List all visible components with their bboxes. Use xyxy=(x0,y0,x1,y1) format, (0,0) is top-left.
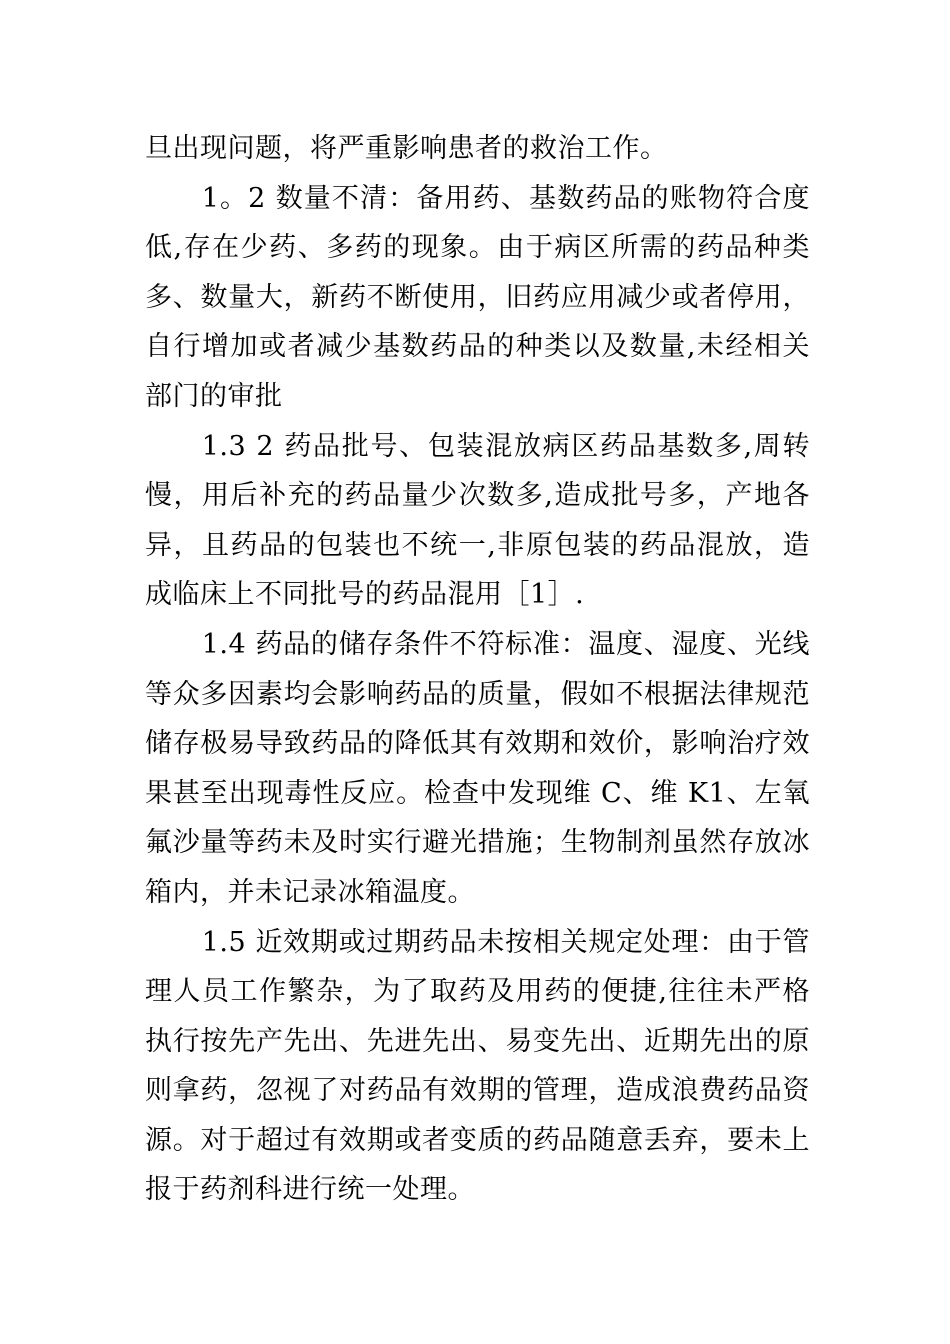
paragraph-continuation: 旦出现问题，将严重影响患者的救治工作。 xyxy=(145,133,668,164)
paragraph-batch-mixed: 1.3 2 药品批号、包装混放病区药品基数多,周转慢，用后补充的药品量少次数多,造成批号多，产地各异，且药品的包装也不统一,非原包装的药品混放，造成临床上不同批号的药品混用［1］. xyxy=(145,430,810,611)
paragraph-storage-conditions: 1.4 药品的储存条件不符标准：温度、湿度、光线等众多因素均会影响药品的质量，假如不根据法律规范储存极易导致药品的降低其有效期和效价，影响治疗效果甚至出现毒性反应。检查中发现维 C、维 K1、左氧氟沙量等药未及时实行避光措施；生物制剂虽然存放冰箱内，并未记录冰箱温度。 xyxy=(145,628,810,908)
paragraph-expired-drugs: 1.5 近效期或过期药品未按相关规定处理：由于管理人员工作繁杂，为了取药及用药的便捷,往往未严格执行按先产先出、先进先出、易变先出、近期先出的原则拿药，忽视了对药品有效期的管理，造成浪费药品资源。对于超过有效期或者变质的药品随意丢弃，要未上报于药剂科进行统一处理。 xyxy=(145,926,810,1206)
paragraph-quantity-unclear: 1。2 数量不清：备用药、基数药品的账物符合度低,存在少药、多药的现象。由于病区所需的药品种类多、数量大，新药不断使用，旧药应用减少或者停用，自行增加或者减少基数药品的种类以及数量,未经相关部门的审批 xyxy=(145,182,810,412)
document-body xyxy=(145,124,810,1215)
